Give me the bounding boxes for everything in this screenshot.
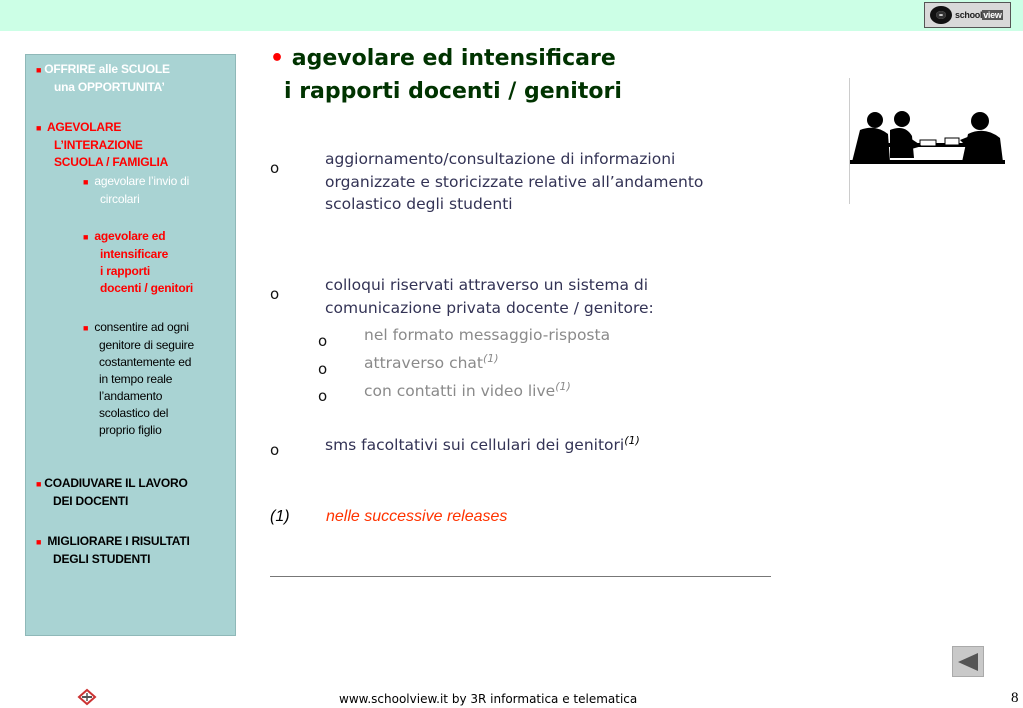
slide-title: • agevolare ed intensificare i rapporti docenti / genitori bbox=[270, 46, 622, 104]
list-item: colloqui riservati attraverso un sistema di comunicazione privata docente / genitore: bbox=[325, 276, 654, 317]
bullet-icon: • bbox=[270, 46, 285, 71]
eye-icon bbox=[930, 6, 952, 24]
list-item: aggiornamento/consultazione di informazioni organizzate e storicizzate relative all’andamento scolastico degli studenti bbox=[325, 150, 704, 213]
footnote-text: nelle successive releases bbox=[326, 508, 508, 525]
square-bullet-icon: ■ bbox=[83, 232, 89, 242]
triangle-left-icon bbox=[956, 651, 980, 673]
outline-item-migliorare: ■ MIGLIORARE I RISULTATI DEGLI STUDENTI bbox=[36, 534, 190, 566]
square-bullet-icon: ■ bbox=[83, 177, 89, 187]
page-number: 8 bbox=[1011, 690, 1019, 706]
footnote-rule bbox=[270, 576, 771, 577]
footnote-ref: (1) bbox=[624, 434, 640, 447]
sub-list-marker: o bbox=[318, 387, 328, 405]
sub-list-item: attraverso chat$^{(1)}$ bbox=[364, 352, 499, 373]
sub-list-item: con contatti in video live$^{(1)}$ bbox=[364, 380, 571, 401]
outline-subitem-circolari: ■ agevolare l’invio di circolari bbox=[83, 174, 190, 206]
schoolview-logo[interactable] bbox=[924, 2, 1011, 28]
back-button[interactable] bbox=[952, 646, 984, 677]
footnote-ref: (1) bbox=[555, 380, 571, 393]
footnote-number: (1) bbox=[270, 508, 290, 525]
outline-item-coadiuvare: ■ COADIUVARE IL LAVORO DEI DOCENTI bbox=[36, 476, 188, 508]
square-bullet-icon: ■ bbox=[36, 123, 42, 133]
list-marker: o bbox=[270, 159, 280, 177]
parents-teachers-meeting-illustration bbox=[850, 110, 1005, 175]
list-marker: o bbox=[270, 441, 280, 459]
square-bullet-icon: ■ bbox=[36, 537, 42, 547]
outline-item-offrire: ■ OFFRIRE alle SCUOLE una OPPORTUNITA’ bbox=[36, 62, 170, 94]
outline-subitem-consentire: ■ consentire ad ogni genitore di seguire costantemente ed in tempo reale l’andamento scolastico del proprio figlio bbox=[83, 320, 194, 437]
footer-credit: www.schoolview.it by 3R informatica e telematica bbox=[339, 692, 638, 706]
sub-list-marker: o bbox=[318, 332, 328, 350]
square-bullet-icon: ■ bbox=[36, 479, 42, 489]
logo-text: schoolview bbox=[955, 10, 1002, 20]
3r-logo-icon[interactable] bbox=[76, 688, 98, 706]
header-bar bbox=[0, 0, 1023, 31]
footnote-ref: (1) bbox=[483, 352, 499, 365]
sidebar-outline bbox=[25, 54, 236, 636]
square-bullet-icon: ■ bbox=[83, 323, 89, 333]
outline-subitem-current: ■ agevolare ed intensificare i rapporti docenti / genitori bbox=[83, 229, 194, 295]
list-item: sms facoltativi sui cellulari dei genitori$^{(1)}$ bbox=[325, 434, 640, 455]
list-marker: o bbox=[270, 285, 280, 303]
sub-list-marker: o bbox=[318, 360, 328, 378]
sub-list-item: nel formato messaggio-risposta bbox=[364, 326, 611, 344]
outline-item-agevolare: ■ AGEVOLARE L’INTERAZIONE SCUOLA / FAMIGLIA bbox=[36, 120, 169, 169]
square-bullet-icon: ■ bbox=[36, 65, 42, 75]
